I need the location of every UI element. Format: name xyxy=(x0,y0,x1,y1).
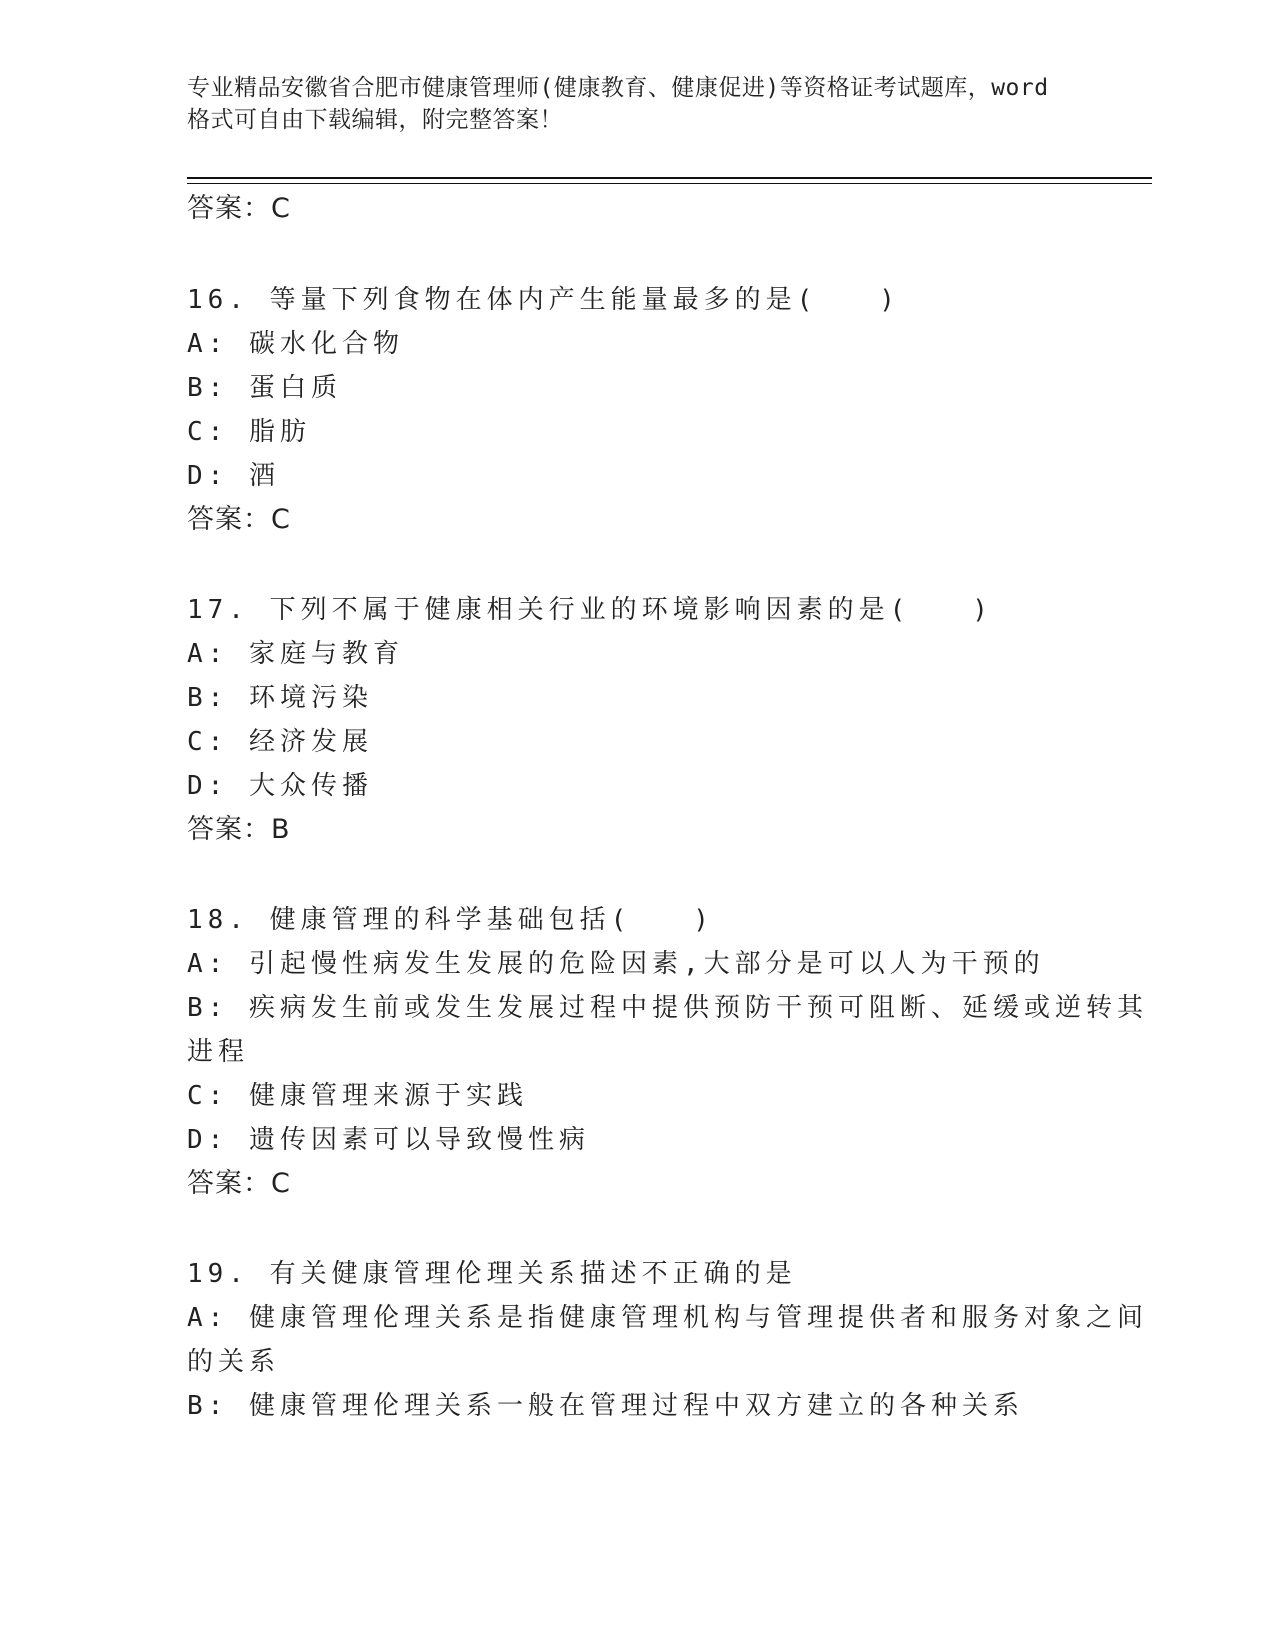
question-19-stem: 19. 有关健康管理伦理关系描述不正确的是 xyxy=(187,1259,797,1289)
question-19-option-b: B: 健康管理伦理关系一般在管理过程中双方建立的各种关系 xyxy=(187,1391,1024,1421)
answer-q16: 答案：C xyxy=(187,504,291,535)
question-19-option-a-line2: 的关系 xyxy=(187,1347,281,1377)
question-17-option-c: C: 经济发展 xyxy=(187,727,373,757)
question-18-stem: 18. 健康管理的科学基础包括( ) xyxy=(187,905,714,935)
header-line-1: 专业精品安徽省合肥市健康管理师(健康教育、健康促进)等资格证考试题库，word xyxy=(187,75,1049,101)
question-19-option-a-line1: A: 健康管理伦理关系是指健康管理机构与管理提供者和服务对象之间 xyxy=(187,1303,1148,1333)
header-line-2: 格式可自由下载编辑，附完整答案！ xyxy=(187,107,563,133)
question-18-option-d: D: 遗传因素可以导致慢性病 xyxy=(187,1125,590,1155)
question-16-option-d: D: 酒 xyxy=(187,461,280,491)
question-18-option-c: C: 健康管理来源于实践 xyxy=(187,1081,528,1111)
answer-q17: 答案：B xyxy=(187,814,291,845)
question-17-option-a: A: 家庭与教育 xyxy=(187,639,404,669)
header-divider-thin xyxy=(187,183,1152,184)
header-divider-thick xyxy=(187,177,1152,179)
question-16-option-b: B: 蛋白质 xyxy=(187,373,342,403)
question-16-option-c: C: 脂肪 xyxy=(187,417,311,447)
question-18-option-b-line1: B: 疾病发生前或发生发展过程中提供预防干预可阻断、延缓或逆转其 xyxy=(187,993,1148,1023)
answer-q15: 答案：C xyxy=(187,193,291,224)
question-17-stem: 17. 下列不属于健康相关行业的环境影响因素的是( ) xyxy=(187,595,993,625)
answer-q18: 答案：C xyxy=(187,1168,291,1199)
question-16-stem: 16. 等量下列食物在体内产生能量最多的是( ) xyxy=(187,285,900,315)
document-header xyxy=(187,72,1087,136)
question-18-option-a: A: 引起慢性病发生发展的危险因素,大部分是可以人为干预的 xyxy=(187,949,1045,979)
question-16-option-a: A: 碳水化合物 xyxy=(187,329,404,359)
question-18-option-b-line2: 进程 xyxy=(187,1037,250,1067)
question-17-option-b: B: 环境污染 xyxy=(187,683,373,713)
question-17-option-d: D: 大众传播 xyxy=(187,771,373,801)
